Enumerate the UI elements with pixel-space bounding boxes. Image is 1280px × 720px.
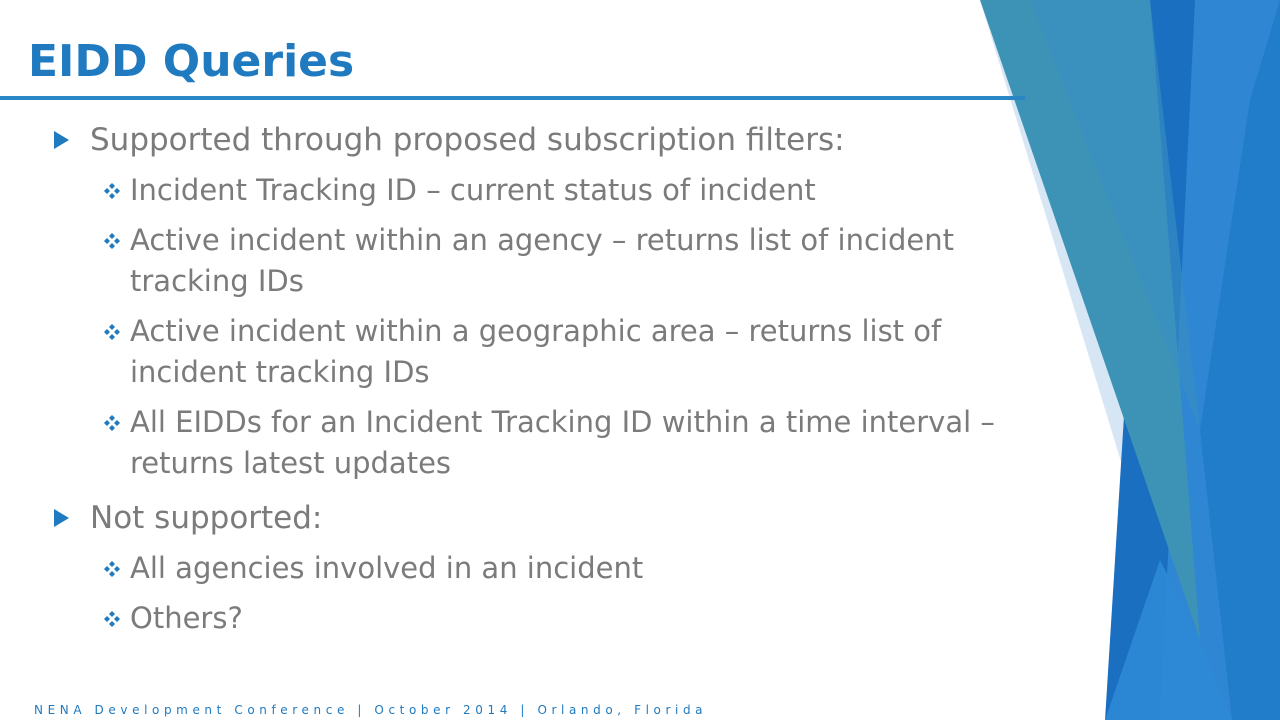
- bullet-not-supported: [52, 498, 1042, 538]
- sub-bullet: [52, 170, 1042, 211]
- bullet-supported-label: Supported through proposed subscription filters:: [90, 122, 845, 158]
- sub-bullet-text: Active incident within a geographic area – returns list of incident tracking IDs: [130, 314, 942, 389]
- four-diamond-icon: [104, 415, 120, 431]
- sub-bullet: [52, 402, 1042, 484]
- title-underline: [0, 96, 1025, 100]
- sub-bullet: [52, 311, 1042, 393]
- sub-bullet-text: All EIDDs for an Incident Tracking ID within a time interval – returns latest updates: [130, 405, 995, 480]
- four-diamond-icon: [104, 233, 120, 249]
- bullet-supported: [52, 120, 1042, 160]
- triangle-right-icon: [54, 131, 69, 149]
- slide-title: EIDD Queries: [28, 36, 355, 87]
- four-diamond-icon: [104, 561, 120, 577]
- sub-bullet: [52, 548, 1042, 589]
- four-diamond-icon: [104, 183, 120, 199]
- sub-bullet: [52, 598, 1042, 639]
- four-diamond-icon: [104, 611, 120, 627]
- sub-bullet: [52, 220, 1042, 302]
- bullet-not-supported-label: Not supported:: [90, 500, 323, 536]
- slide-body: [52, 120, 1042, 648]
- four-diamond-icon: [104, 324, 120, 340]
- slide-footer: NENA Development Conference | October 2014 | Orlando, Florida: [34, 703, 708, 717]
- sub-bullet-text: Active incident within an agency – returns list of incident tracking IDs: [130, 223, 954, 298]
- sub-bullet-text: All agencies involved in an incident: [130, 551, 644, 585]
- triangle-right-icon: [54, 509, 69, 527]
- sub-bullet-text: Incident Tracking ID – current status of incident: [130, 173, 816, 207]
- sub-bullet-text: Others?: [130, 601, 243, 635]
